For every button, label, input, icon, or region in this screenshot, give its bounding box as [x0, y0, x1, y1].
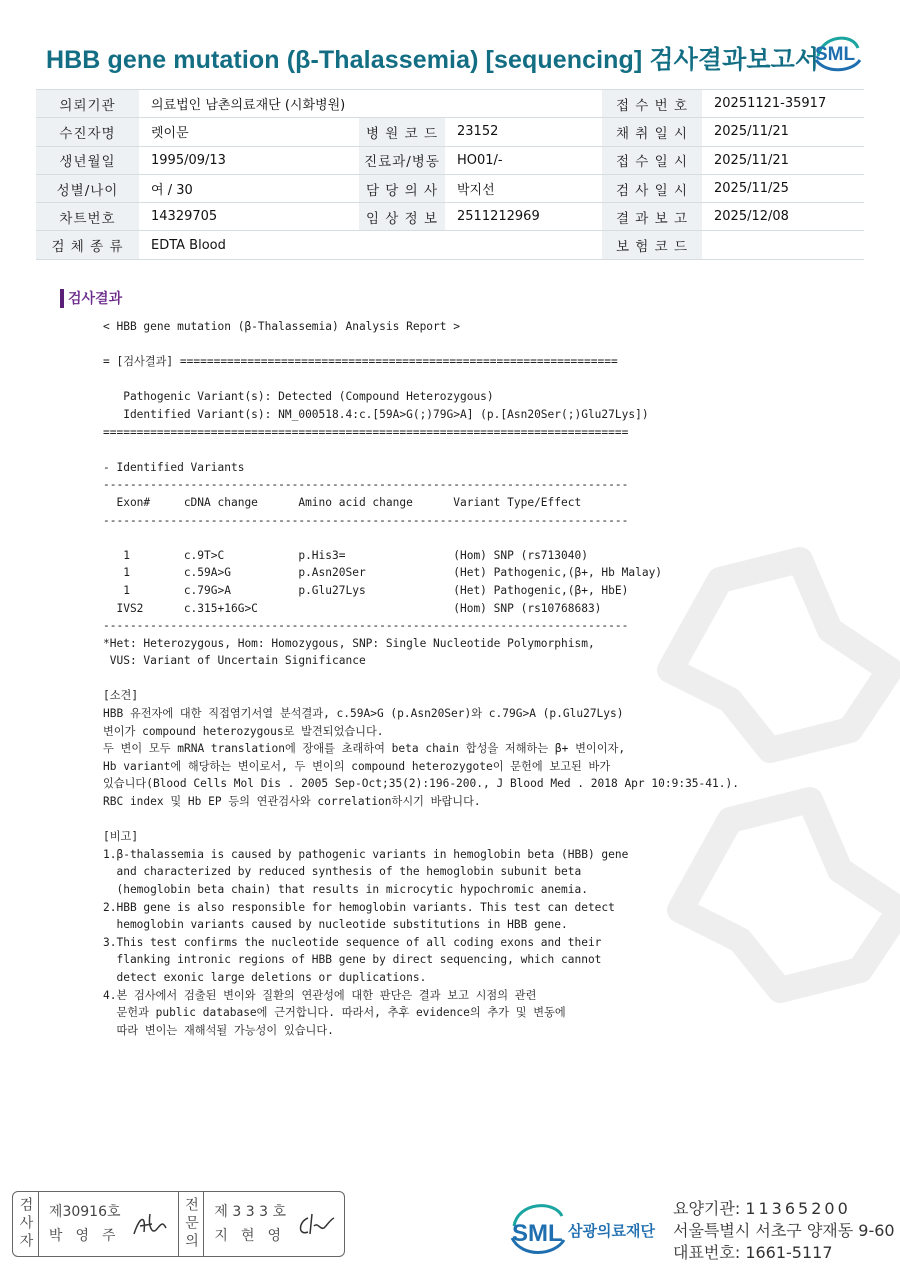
info-value: 2511212969 — [445, 203, 602, 231]
handwritten-signature-icon — [130, 1210, 170, 1240]
info-label: 담 당 의 사 — [359, 174, 445, 202]
report-line — [103, 529, 723, 547]
report-line: [소견] — [103, 689, 139, 703]
info-label: 임 상 정 보 — [359, 203, 445, 231]
info-value: 1995/09/13 — [139, 146, 359, 174]
report-line: detect exonic large deletions or duplications. — [103, 970, 427, 984]
report-line — [103, 811, 723, 829]
section-title: 검사결과 — [68, 291, 123, 307]
info-label: 생년월일 — [36, 146, 139, 174]
report-line — [103, 441, 723, 459]
info-value: HO01/- — [445, 146, 602, 174]
info-empty — [445, 90, 602, 118]
report-line: Pathogenic Variant(s): Detected (Compound Heterozygous) — [103, 390, 494, 404]
svg-text:삼광의료재단: 삼광의료재단 — [568, 1222, 655, 1240]
info-row — [36, 146, 864, 174]
section-heading — [60, 288, 122, 308]
patient-info-table — [36, 89, 864, 260]
sml-foundation-logo-icon — [510, 1198, 662, 1262]
report-line: (hemoglobin beta chain) that results in microcytic hypochromic anemia. — [103, 883, 588, 896]
specialist-tag — [179, 1192, 205, 1256]
info-value: 2025/12/08 — [702, 203, 864, 231]
report-line: [비고] — [103, 830, 139, 844]
info-label: 채 취 일 시 — [602, 118, 702, 146]
report-line: 1 c.79G>A p.Glu27Lys (Het) Pathogenic,(β+, HbE) — [103, 583, 629, 597]
info-label: 결 과 보 고 — [602, 203, 702, 231]
info-value: 20251121-35917 — [702, 90, 864, 118]
tester-license-no: 제30916호 — [48, 1204, 121, 1220]
info-empty — [359, 90, 445, 118]
report-line: - Identified Variants — [103, 460, 245, 474]
report-line: flanking intronic regions of HBB gene by direct sequencing, which cannot — [103, 953, 602, 967]
report-line: Exon# cDNA change Amino acid change Variant Type/Effect — [103, 495, 582, 509]
report-line: ------------------------------------------------------------------------------ — [103, 478, 629, 492]
report-line: 문헌과 public database에 근거합니다. 따라서, 추후 evidence의 추가 및 변동에 — [103, 1006, 566, 1020]
institution-info — [673, 1198, 895, 1264]
info-label: 검 사 일 시 — [602, 174, 702, 202]
tester-name: 박영주 — [48, 1228, 129, 1244]
info-value: 렛이문 — [139, 118, 359, 146]
report-line — [103, 670, 723, 688]
report-line: 1 c.9T>C p.His3= (Hom) SNP (rs713040) — [103, 548, 588, 562]
handwritten-signature-icon — [296, 1210, 336, 1240]
institution-address: 서울특별시 서초구 양재동 9-60 — [673, 1221, 895, 1240]
report-line: RBC index 및 Hb EP 등의 연관검사와 correlation하시기 바랍니다. — [103, 795, 481, 809]
info-label: 의뢰기관 — [36, 90, 139, 118]
sml-logo-icon — [812, 30, 862, 74]
report-line: and characterized by reduced synthesis of the hemoglobin subunit beta — [103, 865, 582, 879]
info-empty — [445, 231, 602, 259]
info-empty — [359, 231, 445, 259]
report-line: Hb variant에 해당하는 변이로서, 두 변이의 compound heterozygote이 문헌에 보고된 바가 — [103, 759, 611, 773]
report-line: ------------------------------------------------------------------------------ — [103, 619, 629, 633]
report-line: 있습니다(Blood Cells Mol Dis . 2005 Sep-Oct;35(2):196-200., J Blood Med . 2018 Apr 10:9:35-41.). — [103, 777, 739, 791]
info-row — [36, 90, 864, 118]
report-line: *Het: Heterozygous, Hom: Homozygous, SNP: Single Nucleotide Polymorphism, — [103, 636, 595, 650]
phone-line — [673, 1242, 895, 1264]
report-line: ------------------------------------------------------------------------------ — [103, 513, 629, 527]
specialist-signature — [204, 1192, 344, 1256]
report-line: = [검사결과] ================================================================= — [103, 355, 618, 369]
report-line: hemoglobin variants caused by nucleotide substitutions in HBB gene. — [103, 918, 568, 932]
specialist-license-no: 제 3 3 3 호 — [214, 1204, 286, 1220]
institution-code: 11365200 — [745, 1199, 851, 1218]
report-line: < HBB gene mutation (β-Thalassemia) Analysis Report > — [103, 320, 460, 333]
info-row — [36, 231, 864, 259]
info-label: 병 원 코 드 — [359, 118, 445, 146]
info-row — [36, 174, 864, 202]
section-marker — [60, 289, 64, 308]
phone-label: 대표번호: — [673, 1243, 741, 1262]
svg-text:SML: SML — [815, 44, 856, 65]
info-value: 여 / 30 — [139, 174, 359, 202]
info-row — [36, 118, 864, 146]
report-line: ============================================================================== — [103, 425, 629, 439]
svg-text:SML: SML — [512, 1220, 563, 1247]
info-value: 의료법인 남촌의료재단 (시화병원) — [139, 90, 359, 118]
tester-tag — [13, 1192, 39, 1256]
info-label: 차트번호 — [36, 203, 139, 231]
report-line: HBB 유전자에 대한 직접염기서열 분석결과, c.59A>G (p.Asn20Ser)와 c.79G>A (p.Glu27Lys) — [103, 707, 624, 721]
info-value: EDTA Blood — [139, 231, 359, 259]
institution-code-label: 요양기관: — [673, 1199, 741, 1218]
info-label: 접 수 일 시 — [602, 146, 702, 174]
report-line: 두 변이 모두 mRNA translation에 장애를 초래하여 beta chain 합성을 저해하는 β+ 변이이자, — [103, 742, 626, 756]
info-value — [702, 231, 864, 259]
info-label: 성별/나이 — [36, 174, 139, 202]
analysis-report-text — [103, 318, 739, 1039]
info-value: 23152 — [445, 118, 602, 146]
info-value: 2025/11/25 — [702, 174, 864, 202]
info-label: 검 체 종 류 — [36, 231, 139, 259]
report-line: 변이가 compound heterozygous로 발견되었습니다. — [103, 724, 384, 738]
institution-code-line — [673, 1198, 895, 1220]
report-line: 따라 변이는 재해석될 가능성이 있습니다. — [103, 1023, 334, 1037]
tester-signature — [39, 1192, 179, 1256]
report-line: VUS: Variant of Uncertain Significance — [103, 654, 366, 668]
info-label: 접 수 번 호 — [602, 90, 702, 118]
info-label: 보 험 코 드 — [602, 231, 702, 259]
report-line: 4.본 검사에서 검출된 변이와 질환의 연관성에 대한 판단은 결과 보고 시점의 관련 — [103, 988, 537, 1002]
report-line — [103, 336, 723, 354]
info-value: 2025/11/21 — [702, 146, 864, 174]
info-label: 수진자명 — [36, 118, 139, 146]
info-value: 14329705 — [139, 203, 359, 231]
tester-tag-text: 검사자 — [17, 1197, 34, 1251]
report-line: 2.HBB gene is also responsible for hemoglobin variants. This test can detect — [103, 900, 615, 914]
phone-number: 1661-5117 — [745, 1243, 833, 1262]
report-line: 1 c.59A>G p.Asn20Ser (Het) Pathogenic,(β+, Hb Malay) — [103, 566, 663, 580]
report-line: IVS2 c.315+16G>C (Hom) SNP (rs10768683) — [103, 601, 602, 615]
info-label: 진료과/병동 — [359, 146, 445, 174]
info-value: 박지선 — [445, 174, 602, 202]
report-line: 3.This test confirms the nucleotide sequence of all coding exons and their — [103, 935, 602, 949]
specialist-tag-text: 전문의 — [182, 1197, 199, 1251]
specialist-name: 지현영 — [214, 1228, 294, 1244]
report-line: 1.β-thalassemia is caused by pathogenic variants in hemoglobin beta (HBB) gene — [103, 847, 629, 861]
report-line: Identified Variant(s): NM_000518.4:c.[59A>G(;)79G>A] (p.[Asn20Ser(;)Glu27Lys]) — [103, 407, 649, 421]
info-value: 2025/11/21 — [702, 118, 864, 146]
report-line — [103, 371, 723, 389]
report-title: HBB gene mutation (β-Thalassemia) [sequencing] 검사결과보고서 — [46, 46, 820, 74]
signature-box — [12, 1191, 345, 1257]
info-row — [36, 203, 864, 231]
